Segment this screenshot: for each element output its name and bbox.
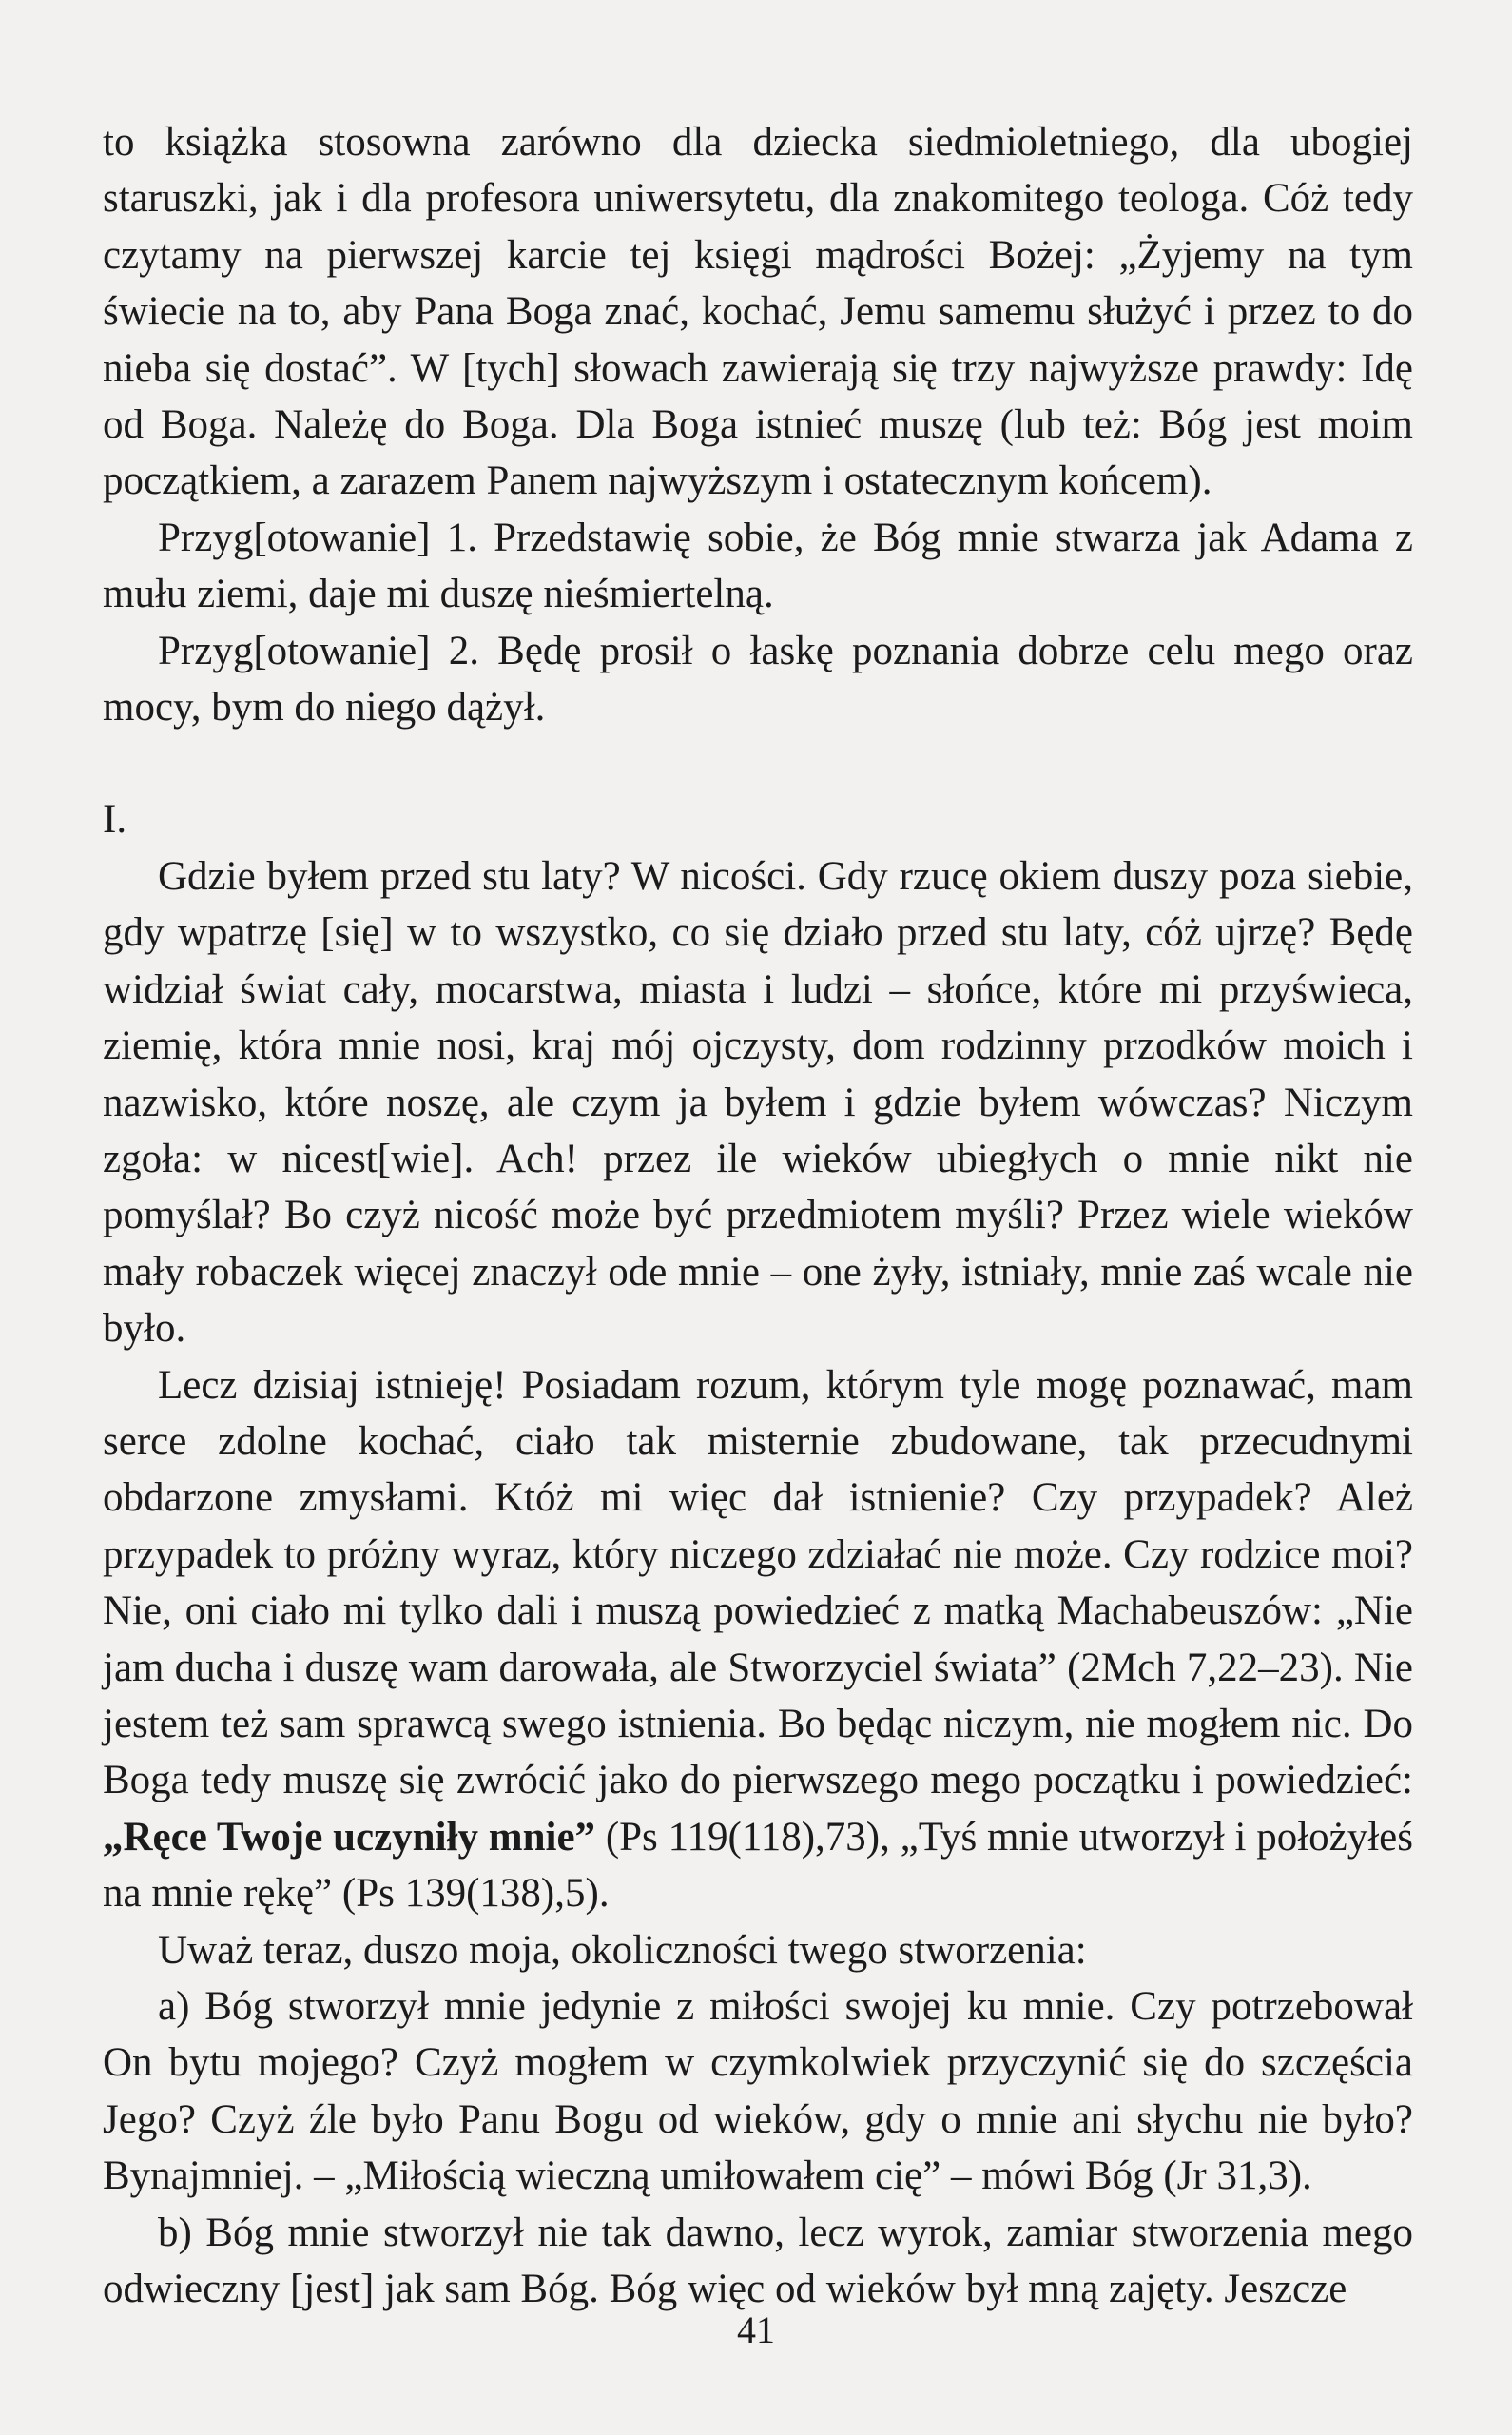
paragraph-nothingness: Gdzie byłem przed stu laty? W nicości. Gdy rzucę okiem duszy poza siebie, gdy wpatrzę [się] w to wszystko, co się działo przed stu laty, cóż ujrzę? Będę widział świat cały, mocarstwa, miasta i ludzi – słońce, które mi przyświeca, ziemię, która mnie nosi, kraj mój ojczysty, dom rodzinny przodków moich i nazwisko, które noszę, ale czym ja byłem i gdzie byłem wówczas? Niczym zgoła: w nicest[wie]. Ach! przez ile wieków ubiegłych o mnie nikt nie pomyślał? Bo czyż nicość może być przedmiotem myśli? Przez wiele wieków mały robaczek więcej znaczył ode mnie – one żyły, istniały, mnie zaś wcale nie było. (103, 853, 1413, 1352)
body-text (103, 114, 1413, 2317)
paragraph-existence-tail: (Ps 119(118),73), „Tyś mnie utworzył i położyłeś na mnie rękę” (Ps 139(138),5). (103, 1814, 1413, 1917)
paragraph-consider: Uważ teraz, duszo moja, okoliczności twego stworzenia: (158, 1927, 1087, 1973)
paragraph-preparation-1: Przyg[otowanie] 1. Przedstawię sobie, że Bóg mnie stwarza jak Adama z mułu ziemi, daje mi duszę nieśmiertelną. (103, 515, 1413, 617)
bold-quote: „Ręce Twoje uczyniły mnie” (103, 1814, 596, 1860)
paragraph-preparation-2: Przyg[otowanie] 2. Będę prosił o łaskę poznania dobrze celu mego oraz mocy, bym do niego dążył. (103, 628, 1413, 730)
paragraph-existence-text: Lecz dzisiaj istnieję! Posiadam rozum, którym tyle mogę poznawać, mam serce zdolne kochać, ciało tak misternie zbudowane, tak przecudnymi obdarzone zmysłami. Któż mi więc dał istnienie? Czy przypadek? Ależ przypadek to próżny wyraz, który niczego zdziałać nie może. Czy rodzice moi? Nie, oni ciało mi tylko dali i muszą powiedzieć z matką Machabeuszów: „Nie jam ducha i duszę wam darowała, ale Stworzyciel świata” (2Mch 7,22–23). Nie jestem też sam sprawcą swego istnienia. Bo będąc niczym, nie mogłem nic. Do Boga tedy muszę się zwrócić jako do pierwszego mego początku i powiedzieć: (103, 1362, 1413, 1803)
page-number: 41 (737, 2308, 775, 2351)
paragraph-existence (103, 1357, 1413, 1922)
paragraph-point-b: b) Bóg mnie stworzył nie tak dawno, lecz wyrok, zamiar stworzenia mego odwieczny [jest] jak sam Bóg. Bóg więc od wieków był mną zajęty. Jeszcze (103, 2210, 1413, 2312)
paragraph-point-a: a) Bóg stworzył mnie jedynie z miłości swojej ku mnie. Czy potrzebował On bytu mojego? Czyż mogłem w czymkolwiek przyczynić się do szczęścia Jego? Czyż źle było Panu Bogu od wieków, gdy o mnie ani słychu nie było? Bynajmniej. – „Miłością wieczną umiłowałem cię” – mówi Bóg (Jr 31,3). (103, 1984, 1413, 2199)
paragraph-intro: to książka stosowna zarówno dla dziecka siedmioletniego, dla ubogiej staruszki, jak i dla profesora uniwersytetu, dla znakomitego teologa. Cóż tedy czytamy na pierwszej karcie tej księgi mądrości Bożej: „Żyjemy na tym świecie na to, aby Pana Boga znać, kochać, Jemu samemu służyć i przez to do nieba się dostać”. W [tych] słowach zawierają się trzy najwyższe prawdy: Idę od Boga. Należę do Boga. Dla Boga istnieć muszę (lub też: Bóg jest moim początkiem, a zarazem Panem najwyższym i ostatecznym końcem). (103, 120, 1413, 504)
section-number: I. (103, 797, 127, 843)
